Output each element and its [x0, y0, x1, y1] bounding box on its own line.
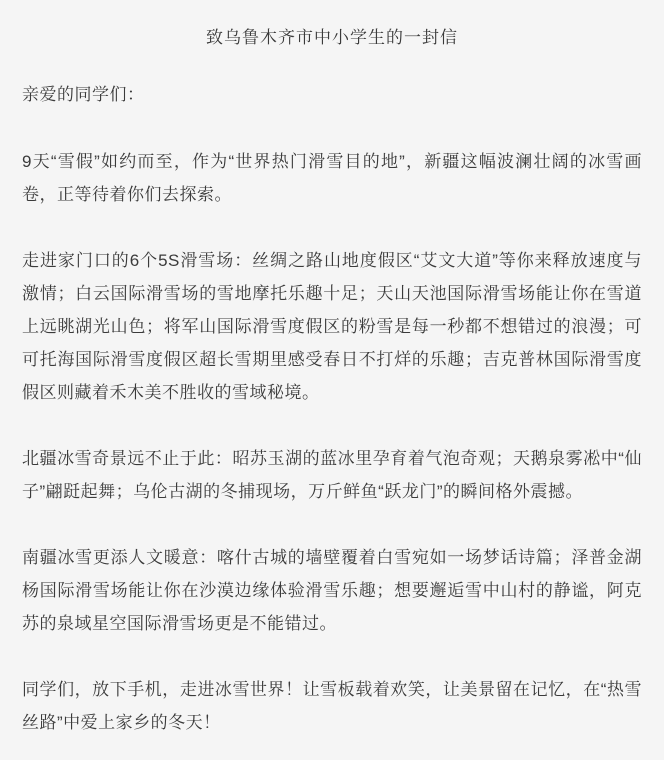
paragraph-closing: 同学们，放下手机，走进冰雪世界！让雪板载着欢笑，让美景留在记忆，在“热雪丝路”中爱上家乡的冬天！ [22, 680, 642, 732]
page-title: 致乌鲁木齐市中小学生的一封信 [206, 28, 458, 47]
paragraph-ski-resorts: 走进家门口的6个5S滑雪场：丝绸之路山地度假区“艾文大道”等你来释放速度与激情；白云国际滑雪场的雪地摩托乐趣十足；天山天池国际滑雪场能让你在雪道上远眺湖光山色；将军山国际滑雪度假区的粉雪是每一秒都不想错过的浪漫；可可托海国际滑雪度假区超长雪期里感受春日不打烊的乐趣；吉克普林国际滑雪度假区则藏着禾木美不胜收的雪域秘境。 [22, 251, 642, 402]
paragraph-north-xinjiang: 北疆冰雪奇景远不止于此：昭苏玉湖的蓝冰里孕育着气泡奇观；天鹅泉雾凇中“仙子”翩跹起舞；乌伦古湖的冬捕现场，万斤鲜鱼“跃龙门”的瞬间格外震撼。 [22, 449, 642, 501]
paragraph-intro: 9天“雪假”如约而至，作为“世界热门滑雪目的地”，新疆这幅波澜壮阔的冰雪画卷，正等待着你们去探索。 [22, 152, 642, 204]
paragraph-south-xinjiang: 南疆冰雪更添人文暖意：喀什古城的墙壁覆着白雪宛如一场梦话诗篇；泽普金湖杨国际滑雪场能让你在沙漠边缘体验滑雪乐趣；想要邂逅雪中山村的静谧，阿克苏的泉域星空国际滑雪场更是不能错过。 [22, 548, 642, 633]
salutation: 亲爱的同学们： [22, 85, 145, 104]
